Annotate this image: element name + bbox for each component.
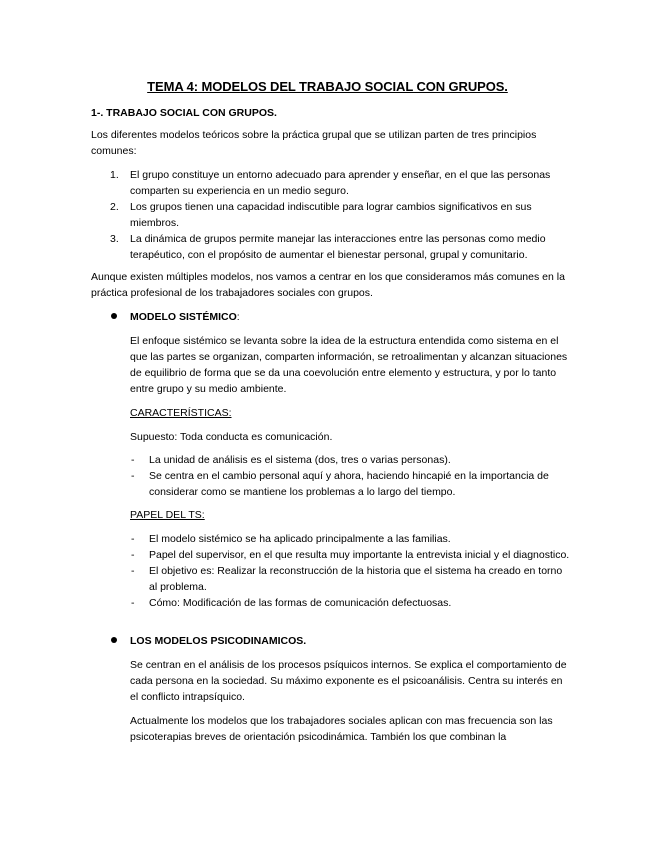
list-number: 3. bbox=[110, 233, 119, 245]
psicodinamicos-heading-text: LOS MODELOS PSICODINAMICOS. bbox=[130, 635, 307, 647]
caracteristicas-label: CARACTERÍSTICAS: bbox=[130, 407, 232, 419]
sistemico-heading bbox=[111, 309, 240, 325]
list-item bbox=[130, 595, 570, 611]
intro-paragraph: Los diferentes modelos teóricos sobre la práctica grupal que se utilizan parten de tres principios comunes: bbox=[91, 129, 537, 157]
dash-marker: - bbox=[131, 597, 135, 609]
list-item bbox=[130, 468, 570, 500]
list-item bbox=[130, 547, 570, 563]
psicodinamicos-paragraph-1: Se centran en el análisis de los procesos psíquicos internos. Se explica el comportamiento de cada persona en la sociedad. Su máximo exponente es el psicoanálisis. Centra su interés en el conflicto intrapsíquico. bbox=[130, 659, 567, 703]
list-item bbox=[91, 199, 569, 231]
list-item bbox=[130, 452, 570, 468]
supuesto-text: Supuesto: Toda conducta es comunicación. bbox=[130, 431, 333, 443]
heading-colon: : bbox=[236, 311, 240, 323]
dash-marker: - bbox=[131, 533, 135, 545]
list-text: La dinámica de grupos permite manejar las interacciones entre las personas como medio terapéutico, con el propósito de aumentar el bienestar personal, grupal y comunitario. bbox=[130, 233, 546, 261]
dash-marker: - bbox=[131, 470, 135, 482]
list-text: El grupo constituye un entorno adecuado para aprender y enseñar, en el que las personas comparten su experiencia en un medio seguro. bbox=[130, 169, 551, 197]
models-paragraph: Aunque existen múltiples modelos, nos vamos a centrar en los que consideramos más comunes en la práctica profesional de los trabajadores sociales con grupos. bbox=[91, 271, 565, 299]
page-title: TEMA 4: MODELOS DEL TRABAJO SOCIAL CON GRUPOS. bbox=[147, 79, 508, 94]
list-text: Se centra en el cambio personal aquí y ahora, haciendo hincapié en la importancia de considerar como se mantiene los problemas a lo largo del tiempo. bbox=[149, 470, 549, 498]
bullet-icon bbox=[111, 313, 117, 319]
list-item bbox=[130, 563, 570, 595]
sistemico-heading-text: MODELO SISTÉMICO bbox=[130, 311, 237, 323]
list-text: El modelo sistémico se ha aplicado principalmente a las familias. bbox=[149, 533, 451, 545]
dash-marker: - bbox=[131, 454, 135, 466]
dash-marker: - bbox=[131, 565, 135, 577]
caracteristicas-list bbox=[130, 452, 570, 500]
list-text: Cómo: Modificación de las formas de comunicación defectuosas. bbox=[149, 597, 452, 609]
section-heading: 1-. TRABAJO SOCIAL CON GRUPOS. bbox=[91, 107, 277, 119]
list-text: Papel del supervisor, en el que resulta muy importante la entrevista inicial y el diagnostico. bbox=[149, 549, 570, 561]
papel-label: PAPEL DEL TS: bbox=[130, 509, 205, 521]
psicodinamicos-heading bbox=[111, 633, 306, 649]
list-item bbox=[91, 231, 569, 263]
papel-list bbox=[130, 531, 570, 611]
list-number: 1. bbox=[110, 169, 119, 181]
list-text: La unidad de análisis es el sistema (dos, tres o varias personas). bbox=[149, 454, 451, 466]
list-text: Los grupos tienen una capacidad indiscutible para lograr cambios significativos en sus miembros. bbox=[130, 201, 532, 229]
list-item bbox=[130, 531, 570, 547]
psicodinamicos-paragraph-2: Actualmente los modelos que los trabajadores sociales aplican con mas frecuencia son las psicoterapias breves de orientación psicodinámica. También los que combinan la bbox=[130, 715, 553, 743]
bullet-icon bbox=[111, 637, 117, 643]
principles-list bbox=[91, 167, 569, 263]
list-number: 2. bbox=[110, 201, 119, 213]
list-text: El objetivo es: Realizar la reconstrucción de la historia que el sistema ha creado en torno al problema. bbox=[149, 565, 563, 593]
list-item bbox=[91, 167, 569, 199]
sistemico-paragraph: El enfoque sistémico se levanta sobre la idea de la estructura entendida como sistema en el que las partes se organizan, comparten información, se retroalimentan y alcanzan situaciones de equilibrio de forma que se da una coevolución entre elemento y estructura, y por lo tanto entre grupo y su medio ambiente. bbox=[130, 335, 568, 395]
dash-marker: - bbox=[131, 549, 135, 561]
